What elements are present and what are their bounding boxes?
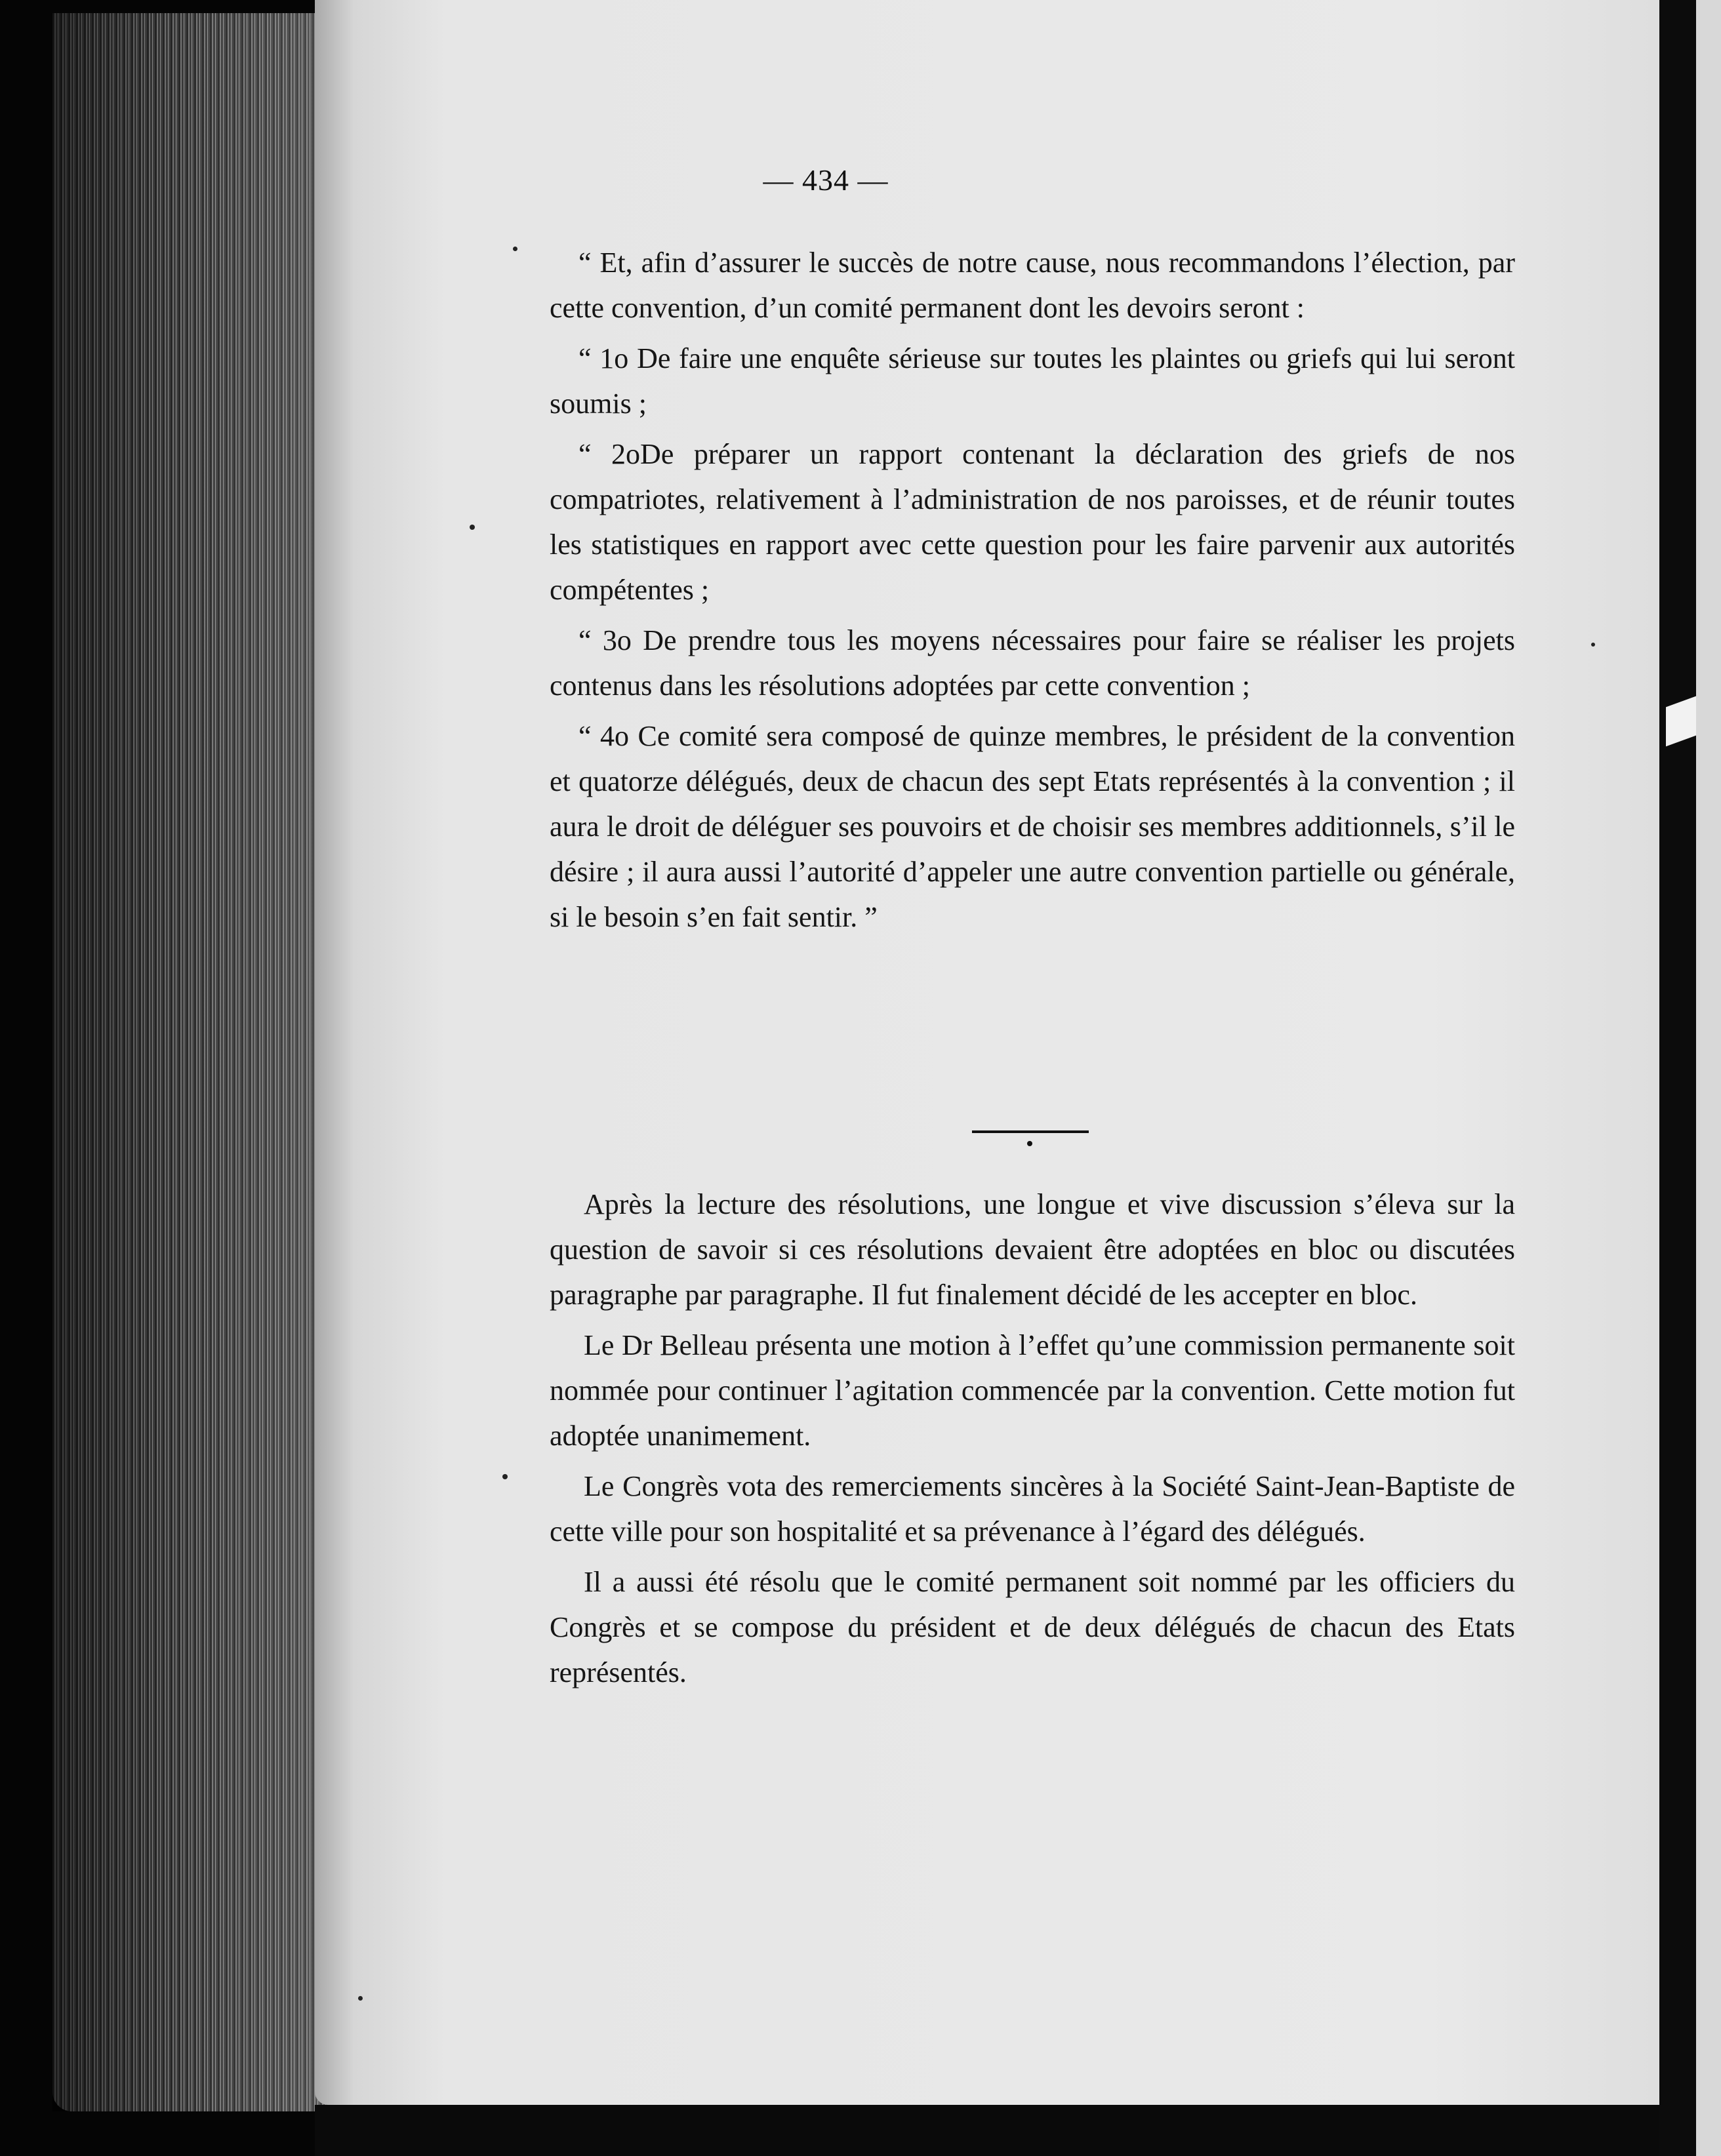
quote-paragraph: “ 1o De faire une enquête sérieuse sur toutes les plaintes ou griefs qui lui seront soumis ; (550, 342, 1515, 420)
quote-paragraph: “ 4o Ce comité sera composé de quinze membres, le président de la convention et quatorze délégués, deux de chacun des sept Etats représentés à la convention ; il aura le droit de déléguer ses pouvoirs et de choisir ses membres additionnels, s’il le désire ; il aura aussi l’autorité d’appeler une autre convention partielle ou générale, si le besoin s’en fait sentir. ” (550, 720, 1515, 933)
scan-speck (470, 525, 475, 530)
proceedings-text-block (550, 1182, 1515, 1695)
quote-paragraph: “ 3o De prendre tous les moyens nécessaires pour faire se réaliser les projets contenus dans les résolutions adoptées par cette convention ; (550, 624, 1515, 702)
adjacent-page-strip (1696, 0, 1721, 2156)
book-page-edges (52, 13, 328, 2111)
bottom-shadow (315, 2105, 1659, 2156)
prose-paragraph: Le Dr Belleau présenta une motion à l’effet qu’une commission permanente soit nommée pour continuer l’agitation commencée par la convention. Cette motion fut adoptée unanimement. (550, 1329, 1515, 1452)
section-divider-dot (1027, 1141, 1032, 1146)
scan-speck (502, 1474, 508, 1479)
page-number (0, 163, 1721, 197)
prose-paragraph: Le Congrès vota des remerciements sincères à la Société Saint-Jean-Baptiste de cette ville pour son hospitalité et sa prévenance à l’égard des délégués. (550, 1470, 1515, 1547)
page-number-text: — 434 — (763, 163, 889, 197)
quote-paragraph: “ Et, afin d’assurer le succès de notre cause, nous recommandons l’élection, par cette convention, d’un comité permanent dont les devoirs seront : (550, 247, 1515, 324)
scan-speck (358, 1996, 363, 2001)
scan-speck (513, 247, 517, 251)
quote-paragraph: “ 2oDe préparer un rapport contenant la déclaration des griefs de nos compatriotes, relativement à l’administration de nos paroisses, et de réunir toutes les statistiques en rapport avec cette question pour les faire parvenir aux autorités compétentes ; (550, 438, 1515, 606)
right-shadow-strip (1659, 0, 1699, 2156)
resolution-quote-block (550, 240, 1515, 940)
scan-speck (1591, 643, 1595, 647)
prose-paragraph: Après la lecture des résolutions, une longue et vive discussion s’éleva sur la question de savoir si ces résolutions devaient être adoptées en bloc ou discutées paragraphe par paragraphe. Il fut finalement décidé de les accepter en bloc. (550, 1188, 1515, 1311)
prose-paragraph: Il a aussi été résolu que le comité permanent soit nommé par les officiers du Congrès et se compose du président et de deux délégués de chacun des Etats représentés. (550, 1566, 1515, 1688)
section-divider-rule (972, 1130, 1089, 1133)
